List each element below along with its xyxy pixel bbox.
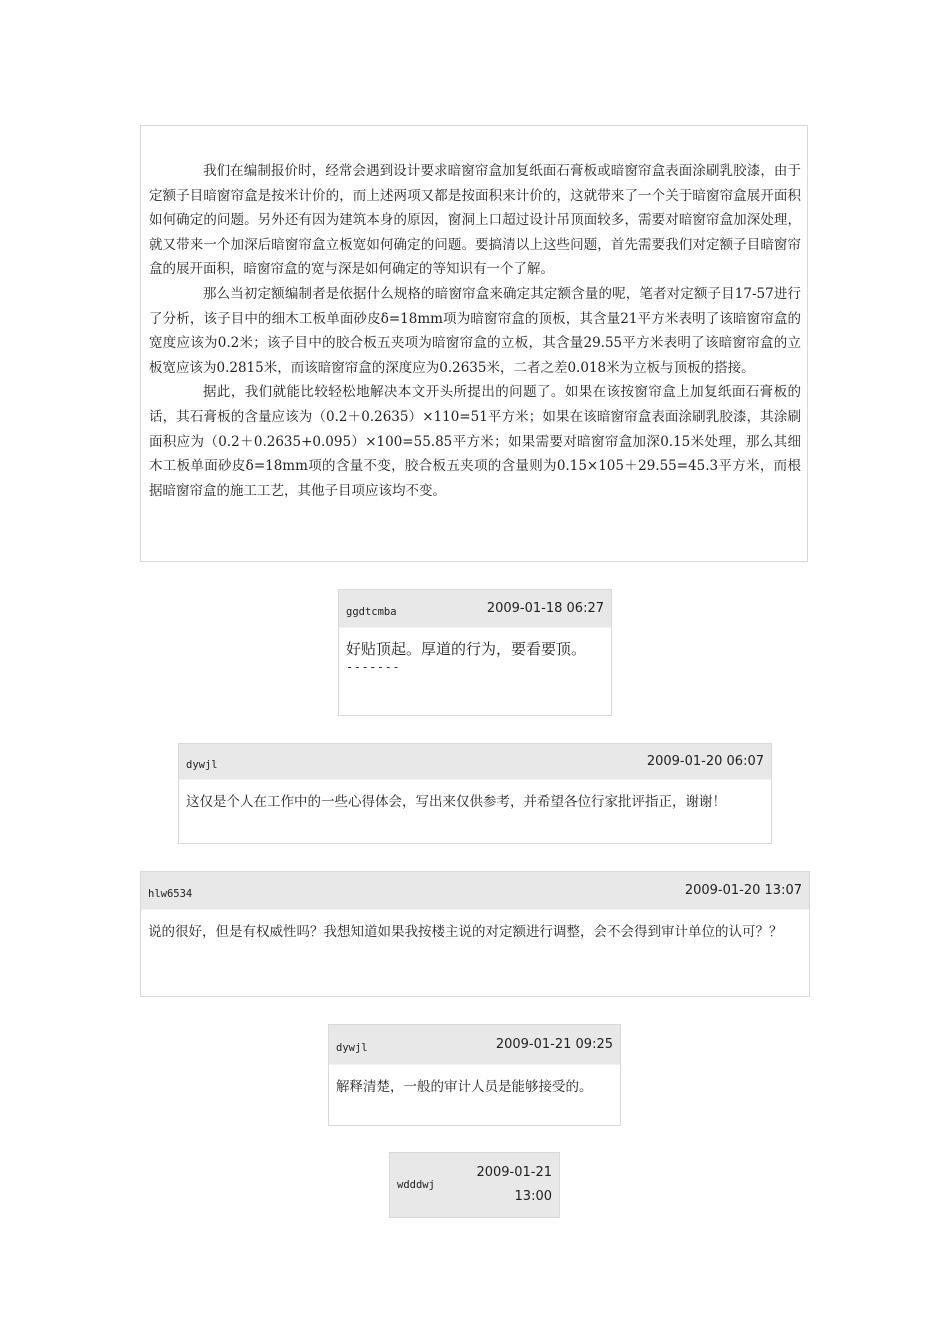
reply-content bbox=[141, 910, 809, 944]
reply-text: 解释清楚，一般的审计人员是能够接受的。 bbox=[336, 1079, 593, 1095]
reply-text: 这仅是个人在工作中的一些心得体会，写出来仅供参考，并希望各位行家批评指正，谢谢！ bbox=[186, 794, 726, 810]
reply-content bbox=[339, 628, 611, 673]
reply-timestamp: 2009-01-20 13:07 bbox=[684, 883, 802, 898]
reply-username[interactable]: wdddwj bbox=[397, 1179, 435, 1191]
reply-signature: ------- bbox=[346, 660, 401, 674]
article-paragraph: 据此，我们就能比较轻松地解决本文开头所提出的问题了。如果在该按窗帘盒上加复纸面石膏板的话，其石膏板的含量应该为（0.2＋0.2635）×110=51平方米；如果在该暗窗帘盒表面涂刷乳胶漆，其涂刷面积应为（0.2＋0.2635+0.095）×100=55.85平方米；如果需要对暗窗帘盒加深0.15米处理，那么其细木工板单面砂皮δ=18mm项的含量不变，胶合板五夹项的含量则为0.15×105＋29.55=45.3平方米，而根据暗窗帘盒的施工工艺，其他子目项应该均不变。 bbox=[149, 384, 801, 499]
reply-username[interactable]: dywjl bbox=[336, 1041, 368, 1054]
reply-content bbox=[179, 780, 771, 814]
reply-card bbox=[389, 1152, 560, 1218]
reply-username[interactable]: dywjl bbox=[186, 758, 218, 771]
reply-header bbox=[390, 1153, 559, 1217]
reply-username[interactable]: hlw6534 bbox=[148, 887, 193, 900]
reply-timestamp: 2009-01-20 06:07 bbox=[646, 754, 764, 769]
article-paragraph: 那么当初定额编制者是依据什么规格的暗窗帘盒来确定其定额含量的呢，笔者对定额子目17-57进行了分析，该子目中的细木工板单面砂皮δ=18mm项为暗窗帘盒的顶板，其含量21平方米表明了该暗窗帘盒的宽度应该为0.2米；该子目中的胶合板五夹项为暗窗帘盒的立板，其含量29.55平方米表明了该暗窗帘盒的立板宽应该为0.2815米，而该暗窗帘盒的深度应为0.2635米，二者之差0.018米为立板与顶板的搭接。 bbox=[149, 285, 801, 376]
reply-header bbox=[329, 1025, 620, 1065]
reply-card bbox=[328, 1024, 621, 1126]
reply-card bbox=[338, 589, 612, 716]
reply-text: 好贴顶起。厚道的行为，要看要顶。 bbox=[346, 640, 587, 658]
reply-header bbox=[179, 744, 771, 780]
reply-timestamp: 2009-01-21 13:00 bbox=[476, 1165, 552, 1204]
reply-timestamp: 2009-01-18 06:27 bbox=[486, 601, 604, 616]
reply-content bbox=[329, 1065, 620, 1099]
article-box bbox=[140, 125, 808, 562]
reply-username[interactable]: ggdtcmba bbox=[346, 605, 397, 618]
article-paragraph: 我们在编制报价时，经常会遇到设计要求暗窗帘盒加复纸面石膏板或暗窗帘盒表面涂刷乳胶漆，由于定额子目暗窗帘盒是按米计价的，而上述两项又都是按面积来计价的，这就带来了一个关于暗窗帘盒展开面积如何确定的问题。另外还有因为建筑本身的原因，窗洞上口超过设计吊顶面较多，需要对暗窗帘盒加深处理，就又带来一个加深后暗窗帘盒立板宽如何确定的问题。要搞清以上这些问题，首先需要我们对定额子目暗窗帘盒的展开面积，暗窗帘盒的宽与深是如何确定的等知识有一个了解。 bbox=[149, 163, 801, 278]
reply-text: 说的很好，但是有权威性吗？我想知道如果我按楼主说的对定额进行调整，会不会得到审计单位的认可？？ bbox=[148, 924, 783, 940]
reply-header bbox=[141, 872, 809, 910]
reply-card bbox=[178, 743, 772, 844]
reply-timestamp: 2009-01-21 09:25 bbox=[495, 1037, 613, 1052]
reply-header bbox=[339, 590, 611, 628]
reply-card bbox=[140, 871, 810, 997]
